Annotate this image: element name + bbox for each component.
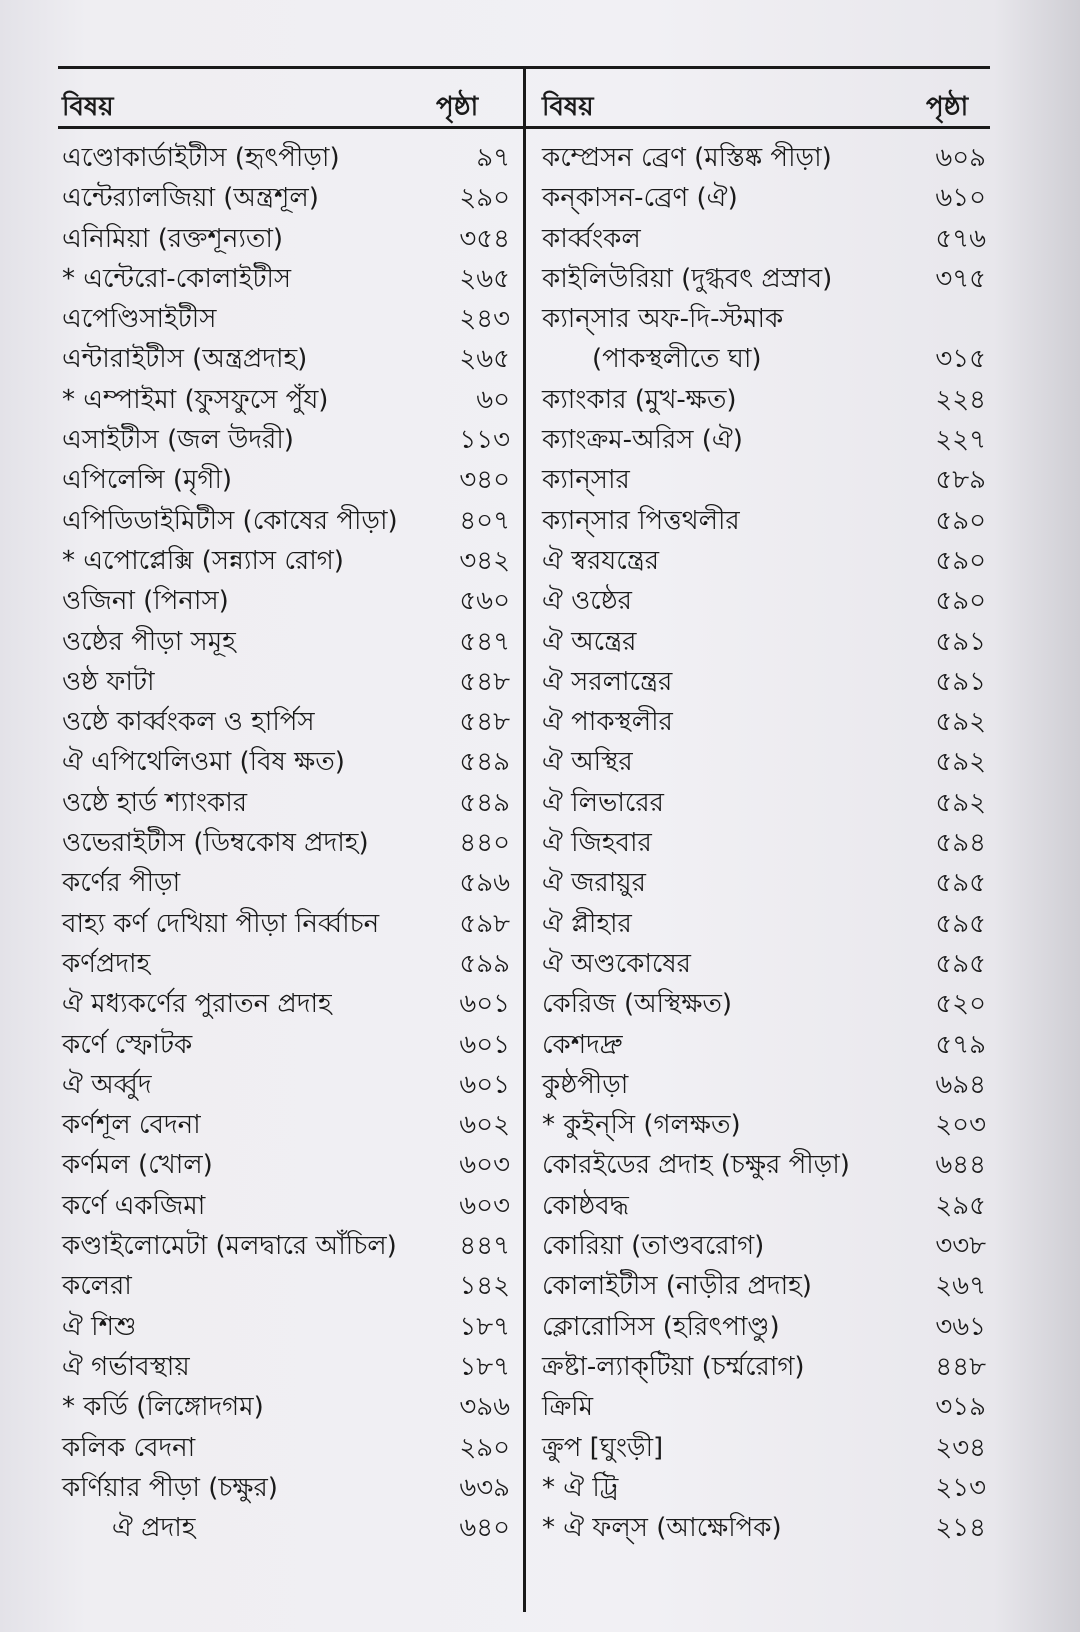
index-page-number: ৫৯২: [935, 787, 986, 818]
column-divider: [523, 67, 526, 1612]
index-term: ক্যান্‌সার: [542, 465, 630, 496]
index-term: কোষ্ঠবদ্ধ: [542, 1190, 629, 1221]
index-entry: [62, 1468, 510, 1508]
index-entry: [542, 662, 986, 702]
index-term: ক্যাংকার (মুখ-ক্ষত): [542, 384, 737, 415]
index-entry: [62, 1226, 510, 1266]
index-page-number: ২১৪: [935, 1513, 986, 1544]
index-term: এপিলেন্সি (মৃগী): [62, 465, 233, 496]
index-term: * কর্ডি (লিঙ্গোদগম): [62, 1392, 264, 1423]
index-term: কোরইডের প্রদাহ (চক্ষুর পীড়া): [542, 1150, 850, 1181]
index-page-number: ২৯৫: [935, 1190, 986, 1221]
index-entry: [542, 904, 986, 944]
index-page-number: ৫৯১: [935, 626, 986, 657]
index-entry: [542, 1508, 986, 1548]
index-page-number: ৬০১: [459, 989, 510, 1020]
index-entry: [542, 219, 986, 259]
index-term: ওষ্ঠ ফাটা: [62, 666, 155, 697]
index-page-number: ৫৯২: [935, 747, 986, 778]
index-page-number: ৬৯৪: [935, 1069, 986, 1100]
index-entry: [62, 299, 510, 339]
index-page-number: ৬০৩: [459, 1150, 510, 1181]
index-entry: [62, 581, 510, 621]
index-term: কলেরা: [62, 1271, 132, 1302]
index-term: ওজিনা (পিনাস): [62, 586, 229, 617]
index-entry: [62, 1508, 510, 1548]
index-term: ক্যান্‌সার পিত্তথলীর: [542, 505, 740, 536]
index-page-number: ৫৯০: [935, 586, 986, 617]
index-term: কোরিয়া (তাণ্ডবরোগ): [542, 1231, 765, 1262]
index-term: কন্‌কাসন-ব্রেণ (ঐ): [542, 183, 738, 214]
index-term: ক্যান্‌সার অফ-দি-স্টমাক: [542, 304, 784, 335]
index-entry: [62, 178, 510, 218]
index-term: কার্ব্বংকল: [542, 223, 641, 254]
index-entry: [542, 1468, 986, 1508]
index-entry: [62, 1307, 510, 1347]
index-entry: [62, 984, 510, 1024]
index-page-number: ২০৩: [935, 1110, 986, 1141]
index-page-number: ৫৯৫: [935, 908, 986, 939]
index-term: কাইলিউরিয়া (দুগ্ধবৎ প্রস্রাব): [542, 263, 833, 294]
index-term: কেরিজ (অস্থিক্ষত): [542, 989, 733, 1020]
index-entry: [62, 259, 510, 299]
index-entry: [62, 138, 510, 178]
index-term: * এম্পাইমা (ফুসফুসে পুঁয): [62, 384, 329, 415]
index-entry: [542, 1307, 986, 1347]
index-page-number: ৫৯১: [935, 666, 986, 697]
index-page-number: ২১৩: [935, 1472, 986, 1503]
index-entry: [62, 1387, 510, 1427]
index-term: * কুইন্‌সি (গলক্ষত): [542, 1110, 741, 1141]
index-page-number: ২৪৩: [459, 304, 510, 335]
index-term: ক্রুপ [ঘুংড়ী]: [542, 1432, 664, 1463]
index-entry: [62, 380, 510, 420]
index-term: ঐ অর্ব্বুদ: [62, 1069, 152, 1100]
index-entry: [542, 823, 986, 863]
index-entry: [62, 501, 510, 541]
index-entry: [542, 339, 986, 379]
index-page-number: ৫৪৮: [459, 707, 510, 738]
index-entry: [62, 1025, 510, 1065]
index-entry: [542, 783, 986, 823]
index-term: ক্লোরোসিস (হরিৎপাণ্ডু): [542, 1311, 780, 1342]
index-page-number: ২২৪: [935, 384, 986, 415]
index-entry: [62, 1428, 510, 1468]
index-page-number: ৯৭: [476, 143, 510, 173]
index-entry: [542, 1105, 986, 1145]
index-page-number: ৫৭৬: [935, 223, 986, 254]
index-page-number: ৫৯০: [935, 505, 986, 536]
index-entry: [542, 501, 986, 541]
index-term: কর্ণশূল বেদনা: [62, 1110, 201, 1141]
index-page-number: ৫৬০: [459, 586, 510, 617]
index-entry: [542, 259, 986, 299]
index-term: এসাইটীস (জল উদরী): [62, 425, 294, 456]
index-page-number: ৩৪২: [459, 545, 510, 576]
index-term: ঐ মধ্যকর্ণের পুরাতন প্রদাহ: [62, 989, 332, 1020]
index-term: ঐ জরায়ুর: [542, 868, 646, 899]
index-page-number: ৬১০: [935, 183, 986, 214]
index-entry: [62, 622, 510, 662]
index-page-number: ৬০: [476, 384, 510, 415]
index-entry: [542, 299, 986, 339]
index-page-number: ৫৯৫: [935, 868, 986, 899]
index-page-number: ৪০৭: [459, 505, 510, 536]
index-entry: [62, 944, 510, 984]
right-subject-header: বিষয়: [542, 92, 594, 122]
index-entry: [62, 783, 510, 823]
index-term: এন্টারাইটীস (অন্ত্রপ্রদাহ): [62, 344, 308, 375]
index-page-number: ৬০১: [459, 1069, 510, 1100]
index-page-number: ৫৯৯: [459, 948, 510, 979]
index-term: * ঐ ফল্‌স (আক্ষেপিক): [542, 1513, 782, 1544]
index-term: এপেণ্ডিসাইটীস: [62, 304, 217, 335]
index-term: কর্ণমল (খোল): [62, 1150, 213, 1181]
index-entry: [542, 1025, 986, 1065]
index-page-number: ৫৪৯: [459, 787, 510, 818]
index-page-number: ৫৯২: [935, 707, 986, 738]
index-term: কর্ণের পীড়া: [62, 868, 181, 899]
index-entry: [542, 541, 986, 581]
index-page-number: ৩৯৬: [459, 1392, 510, 1423]
index-page-number: ৩১৯: [935, 1392, 986, 1423]
index-page-number: ২২৭: [935, 425, 986, 456]
index-term: ঐ গর্ভাবস্থায়: [62, 1351, 190, 1382]
index-entry: [542, 1266, 986, 1306]
index-page-number: ৩৩৮: [935, 1231, 986, 1262]
index-page-number: ৬৪৪: [935, 1150, 986, 1181]
index-page-number: ২৯০: [459, 183, 510, 214]
index-term: ঐ সরলান্ত্রের: [542, 666, 673, 697]
index-page-number: ৫৪৭: [459, 626, 510, 657]
index-term: ঐ জিহবার: [542, 828, 652, 859]
index-entry: [542, 1387, 986, 1427]
index-page-number: ৬০২: [459, 1110, 510, 1141]
index-page-number: ৫৯৬: [459, 868, 510, 899]
index-entry: [542, 863, 986, 903]
index-term: * ঐ ট্রি: [542, 1472, 619, 1503]
index-term: ঐ শিশু: [62, 1311, 137, 1342]
index-term: এণ্ডোকার্ডাইটীস (হৃৎপীড়া): [62, 143, 340, 173]
index-term: ওষ্ঠে কার্ব্বংকল ও হার্পিস: [62, 707, 315, 738]
index-page-number: ২৬৭: [935, 1271, 986, 1302]
index-page-number: ২৩৪: [935, 1432, 986, 1463]
index-entry: [62, 1266, 510, 1306]
index-page-number: ৬০১: [459, 1029, 510, 1060]
index-term: ক্রিমি: [542, 1392, 594, 1423]
index-page-number: ২৬৫: [459, 344, 510, 375]
index-page-number: ৬০৩: [459, 1190, 510, 1221]
index-page-number: ৩৭৫: [935, 263, 986, 294]
index-page-number: ১৮৭: [459, 1351, 510, 1382]
index-term: * এন্টেরো-কোলাইটীস: [62, 263, 292, 294]
index-term: কুষ্ঠপীড়া: [542, 1069, 629, 1100]
index-page-number: ৫৯৫: [935, 948, 986, 979]
index-term: ঐ প্লীহার: [542, 908, 632, 939]
index-entry: [62, 904, 510, 944]
index-entry: [62, 339, 510, 379]
index-entry: [62, 1065, 510, 1105]
index-entry: [542, 702, 986, 742]
index-page-number: ৩১৫: [935, 344, 986, 375]
index-entry: [62, 702, 510, 742]
index-term: কণ্ডাইলোমেটা (মলদ্বারে আঁচিল): [62, 1231, 397, 1262]
index-page-number: ৬০৯: [935, 143, 986, 173]
index-term: এপিডিডাইমিটীস (কোষের পীড়া): [62, 505, 398, 536]
index-page-number: ৬৩৯: [459, 1472, 510, 1503]
index-entry: [62, 541, 510, 581]
index-term: ঐ অস্থির: [542, 747, 633, 778]
index-page-number: ৫৯০: [935, 545, 986, 576]
index-page-number: ৫৪৯: [459, 747, 510, 778]
index-page-number: ৬৪০: [459, 1513, 510, 1544]
index-entry: [542, 138, 986, 178]
right-index-column: [542, 138, 986, 1548]
index-page-number: ৫৯৪: [935, 828, 986, 859]
index-page-number: ৫৯৮: [459, 908, 510, 939]
index-term: ঐ প্রদাহ: [112, 1513, 196, 1544]
index-entry: [62, 460, 510, 500]
index-entry: [542, 984, 986, 1024]
index-entry: [542, 1186, 986, 1226]
index-entry: [542, 178, 986, 218]
index-entry: [62, 1105, 510, 1145]
index-entry: [542, 742, 986, 782]
index-entry: [542, 622, 986, 662]
index-entry: [542, 581, 986, 621]
index-term: * এপোপ্লেক্সি (সন্ন্যাস রোগ): [62, 545, 344, 576]
index-entry: [62, 742, 510, 782]
index-term: ওষ্ঠের পীড়া সমূহ: [62, 626, 236, 657]
index-term: এনিমিয়া (রক্তশূন্যতা): [62, 223, 284, 254]
index-entry: [542, 1145, 986, 1185]
index-term: ক্রষ্টা-ল্যাক্‌টিয়া (চর্ম্মরোগ): [542, 1351, 805, 1382]
index-entry: [542, 944, 986, 984]
index-term: কম্প্রেসন ব্রেণ (মস্তিষ্ক পীড়া): [542, 143, 832, 173]
left-index-column: [62, 138, 510, 1548]
index-term: কোলাইটীস (নাড়ীর প্রদাহ): [542, 1271, 812, 1302]
index-term: কর্ণিয়ার পীড়া (চক্ষুর): [62, 1472, 278, 1503]
index-entry: [542, 460, 986, 500]
index-term: ঐ অন্ত্রের: [542, 626, 637, 657]
index-page-number: ৪৪০: [459, 828, 510, 859]
index-term: কর্ণে স্ফোটক: [62, 1029, 193, 1060]
index-term: কর্ণে একজিমা: [62, 1190, 206, 1221]
index-term: ঐ ওষ্ঠের: [542, 586, 632, 617]
index-page-number: ১৮৭: [459, 1311, 510, 1342]
index-term: ঐ অণ্ডকোষের: [542, 948, 691, 979]
index-term: কর্ণপ্রদাহ: [62, 948, 151, 979]
index-page-number: ২৯০: [459, 1432, 510, 1463]
index-entry: [62, 1347, 510, 1387]
index-term: ঐ লিভারের: [542, 787, 664, 818]
index-term: বাহ্য কর্ণ দেখিয়া পীড়া নির্ব্বাচন: [62, 908, 380, 939]
index-entry: [542, 420, 986, 460]
left-page-header: পৃষ্ঠা: [436, 92, 479, 122]
index-page-number: ২৬৫: [459, 263, 510, 294]
index-entry: [62, 863, 510, 903]
index-term: কেশদদ্রু: [542, 1029, 623, 1060]
index-page-number: ৫৪৮: [459, 666, 510, 697]
index-term: ওষ্ঠে হার্ড শ্যাংকার: [62, 787, 248, 818]
index-entry: [542, 1347, 986, 1387]
index-entry: [62, 1186, 510, 1226]
index-entry: [542, 1428, 986, 1468]
index-entry: [542, 1065, 986, 1105]
index-page-number: ৩৪০: [459, 465, 510, 496]
index-term: ঐ স্বরযন্ত্রের: [542, 545, 660, 576]
index-entry: [542, 380, 986, 420]
index-page-number: ৩৬১: [935, 1311, 986, 1342]
index-term: ঐ এপিথেলিওমা (বিষ ক্ষত): [62, 747, 345, 778]
index-page-number: ১১৩: [459, 425, 510, 456]
index-entry: [62, 219, 510, 259]
right-page-header: পৃষ্ঠা: [926, 92, 969, 122]
index-page-number: ৪৪৮: [935, 1351, 986, 1382]
index-term: এন্টের‍্যালজিয়া (অন্ত্রশূল): [62, 183, 319, 214]
index-entry: [62, 1145, 510, 1185]
index-term: ওভেরাইটীস (ডিম্বকোষ প্রদাহ): [62, 828, 369, 859]
index-term: (পাকস্থলীতে ঘা): [592, 344, 762, 375]
index-term: কলিক বেদনা: [62, 1432, 196, 1463]
index-page-number: ৫৮৯: [935, 465, 986, 496]
index-page-number: ১৪২: [459, 1271, 510, 1302]
index-entry: [542, 1226, 986, 1266]
index-term: ঐ পাকস্থলীর: [542, 707, 673, 738]
index-entry: [62, 662, 510, 702]
index-page-number: ৫২০: [935, 989, 986, 1020]
index-page-number: ৩৫৪: [459, 223, 510, 254]
index-entry: [62, 420, 510, 460]
index-page-number: ৫৭৯: [935, 1029, 986, 1060]
index-term: ক্যাংক্রম-অরিস (ঐ): [542, 425, 743, 456]
index-page-number: ৪৪৭: [459, 1231, 510, 1262]
left-subject-header: বিষয়: [62, 92, 114, 122]
index-entry: [62, 823, 510, 863]
